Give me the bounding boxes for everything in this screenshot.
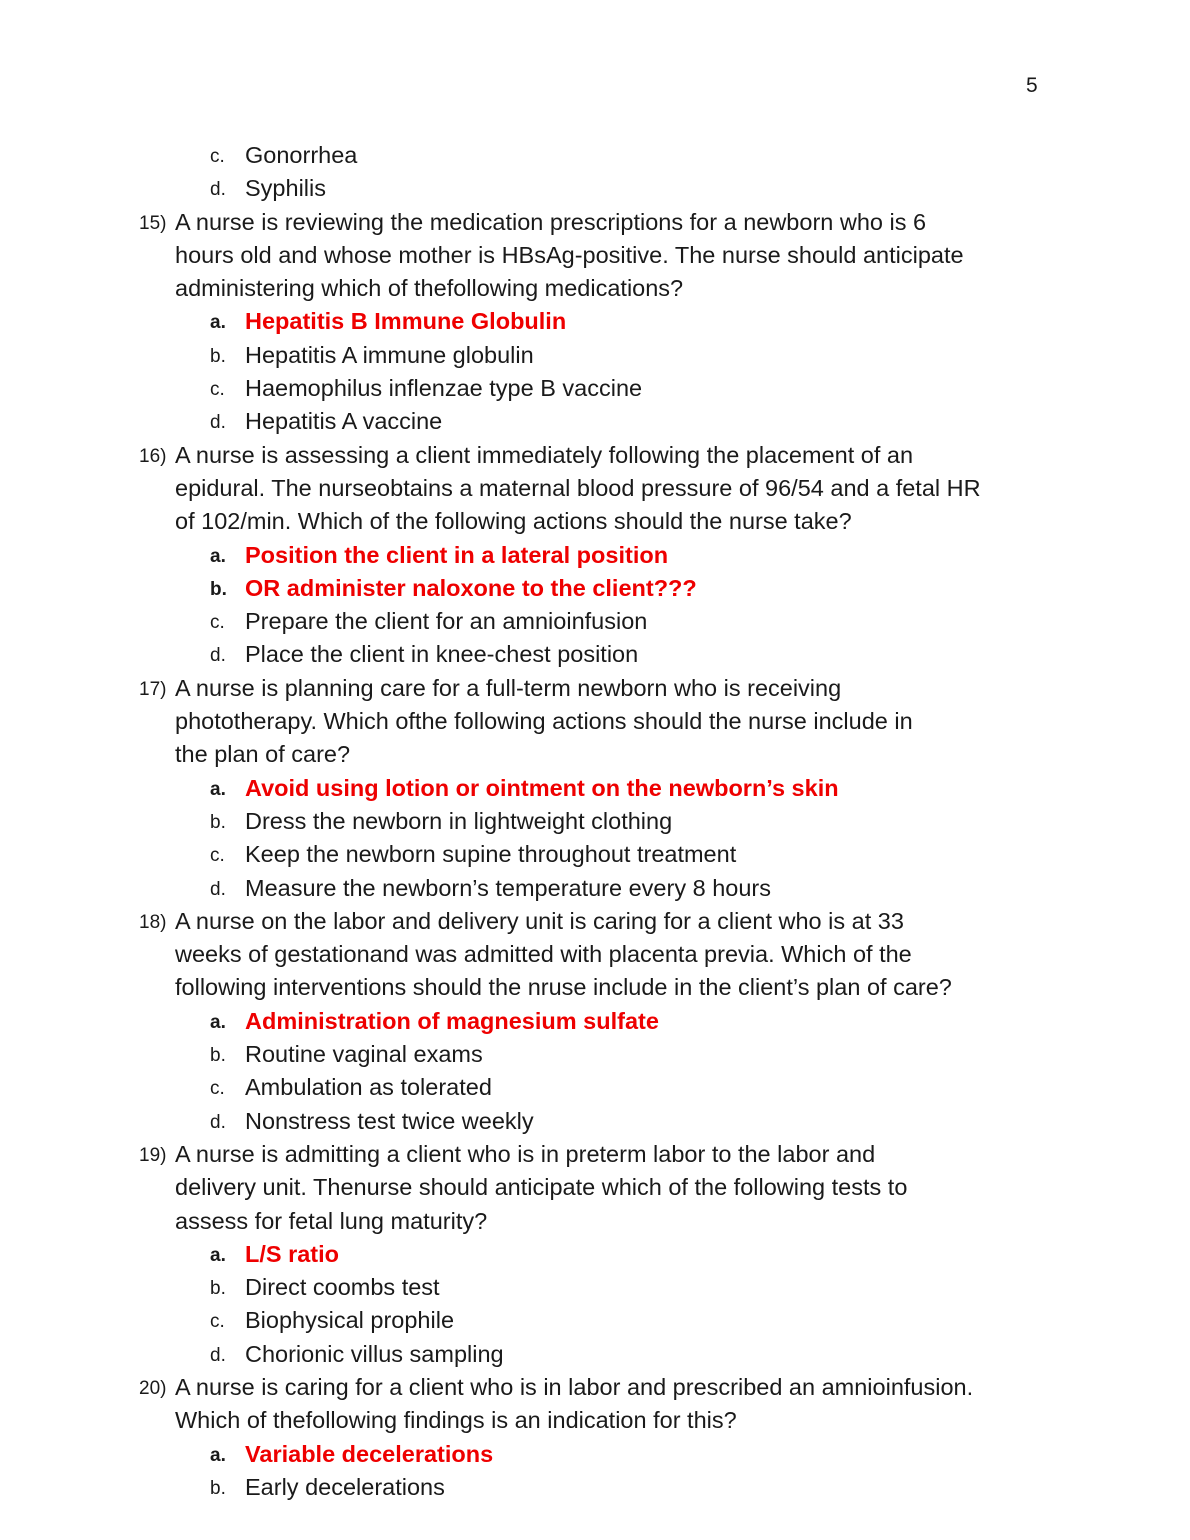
option-letter: d. xyxy=(210,1344,226,1366)
question-number: 18) xyxy=(139,911,167,933)
question-stem-line xyxy=(0,239,1190,272)
question-text: epidural. The nurseobtains a maternal blood pressure of 96/54 and a fetal HR xyxy=(175,474,981,501)
answer-option xyxy=(0,1271,1190,1304)
option-letter: b. xyxy=(210,578,227,600)
answer-option xyxy=(0,1105,1190,1138)
option-letter: b. xyxy=(210,345,226,367)
question-number: 16) xyxy=(139,445,167,467)
answer-option-correct xyxy=(0,1438,1190,1471)
question-block xyxy=(0,905,1190,1138)
question-text: delivery unit. Thenurse should anticipate which of the following tests to xyxy=(175,1174,908,1201)
answer-option xyxy=(0,1304,1190,1337)
answer-option-correct xyxy=(0,1005,1190,1038)
answer-option xyxy=(0,339,1190,372)
question-stem-line xyxy=(0,206,1190,239)
option-letter: a. xyxy=(210,1244,226,1266)
question-text: weeks of gestationand was admitted with placenta previa. Which of the xyxy=(175,941,912,968)
option-text: Variable decelerations xyxy=(245,1440,494,1467)
option-text: Dress the newborn in lightweight clothing xyxy=(245,807,673,834)
option-text: Biophysical prophile xyxy=(245,1307,455,1334)
option-letter: c. xyxy=(210,1311,225,1333)
option-letter: d. xyxy=(210,645,226,667)
question-block xyxy=(0,439,1190,672)
question-stem-line xyxy=(0,1371,1190,1404)
option-text: Avoid using lotion or ointment on the newborn’s skin xyxy=(245,774,839,801)
question-text: administering which of thefollowing medications? xyxy=(175,275,684,302)
option-text: Place the client in knee-chest position xyxy=(245,641,639,668)
answer-option xyxy=(0,1338,1190,1371)
question-number: 17) xyxy=(139,678,167,700)
question-text: phototherapy. Which ofthe following actions should the nurse include in xyxy=(175,708,913,735)
option-text: Ambulation as tolerated xyxy=(245,1074,492,1101)
option-letter: b. xyxy=(210,1278,226,1300)
question-stem-line xyxy=(0,505,1190,538)
option-letter: d. xyxy=(210,179,226,201)
question-text: A nurse is assessing a client immediately following the placement of an xyxy=(175,441,914,468)
question-stem-line xyxy=(0,472,1190,505)
answer-option xyxy=(0,405,1190,438)
question-text: Which of thefollowing findings is an indication for this? xyxy=(175,1407,737,1434)
option-letter: d. xyxy=(210,412,226,434)
answer-option xyxy=(0,372,1190,405)
answer-option xyxy=(0,872,1190,905)
question-stem-line xyxy=(0,272,1190,305)
option-letter: b. xyxy=(210,811,226,833)
answer-option-correct xyxy=(0,772,1190,805)
answer-option xyxy=(0,1038,1190,1071)
answer-option xyxy=(0,638,1190,671)
option-letter: c. xyxy=(210,1078,225,1100)
option-text: OR administer naloxone to the client??? xyxy=(245,574,697,601)
option-letter: d. xyxy=(210,878,226,900)
question-text: of 102/min. Which of the following actions should the nurse take? xyxy=(175,508,852,535)
option-text: Direct coombs test xyxy=(245,1274,440,1301)
answer-option xyxy=(0,805,1190,838)
question-stem-line xyxy=(0,938,1190,971)
answer-option xyxy=(0,1471,1190,1504)
question-block xyxy=(0,672,1190,905)
option-letter: c. xyxy=(210,612,225,634)
question-text: hours old and whose mother is HBsAg-positive. The nurse should anticipate xyxy=(175,241,964,268)
option-letter: a. xyxy=(210,545,226,567)
answer-option xyxy=(0,838,1190,871)
answer-option xyxy=(0,605,1190,638)
option-text: Hepatitis B Immune Globulin xyxy=(245,308,567,335)
answer-option-correct xyxy=(0,305,1190,338)
question-text: the plan of care? xyxy=(175,741,351,768)
question-text: A nurse is reviewing the medication prescriptions for a newborn who is 6 xyxy=(175,208,927,235)
option-text: Gonorrhea xyxy=(245,142,358,168)
option-text: Keep the newborn supine throughout treatment xyxy=(245,841,737,868)
option-text: Nonstress test twice weekly xyxy=(245,1107,534,1134)
question-number: 20) xyxy=(139,1377,167,1399)
question-text: A nurse is admitting a client who is in preterm labor to the labor and xyxy=(175,1140,876,1167)
question-block xyxy=(0,206,1190,439)
question-stem-line xyxy=(0,905,1190,938)
question-stem-line xyxy=(0,1404,1190,1437)
question-stem-line xyxy=(0,971,1190,1004)
option-text: Chorionic villus sampling xyxy=(245,1340,504,1367)
question-stem-line xyxy=(0,439,1190,472)
question-text: following interventions should the nruse include in the client’s plan of care? xyxy=(175,974,952,1001)
question-text: A nurse is caring for a client who is in labor and prescribed an amnioinfusion. xyxy=(175,1373,974,1400)
question-number: 15) xyxy=(139,212,167,234)
option-letter: d. xyxy=(210,1111,226,1133)
option-letter: a. xyxy=(210,1444,226,1466)
option-text: Position the client in a lateral position xyxy=(245,541,669,568)
answer-option-correct xyxy=(0,1238,1190,1271)
question-stem-line xyxy=(0,705,1190,738)
question-stem-line xyxy=(0,1138,1190,1171)
answer-option xyxy=(0,172,1190,205)
answer-option xyxy=(0,1071,1190,1104)
option-text: Administration of magnesium sulfate xyxy=(245,1007,659,1034)
answer-option xyxy=(0,139,1190,172)
option-letter: a. xyxy=(210,312,226,334)
option-text: Routine vaginal exams xyxy=(245,1041,483,1068)
option-letter: b. xyxy=(210,1477,226,1499)
answer-option-correct xyxy=(0,572,1190,605)
question-stem-line xyxy=(0,738,1190,771)
option-text: Prepare the client for an amnioinfusion xyxy=(245,608,648,635)
option-letter: c. xyxy=(210,146,225,167)
option-letter: a. xyxy=(210,778,226,800)
document-body xyxy=(0,139,1190,1504)
question-text: A nurse is planning care for a full-term newborn who is receiving xyxy=(175,674,842,701)
option-text: Syphilis xyxy=(245,175,326,202)
question-text: assess for fetal lung maturity? xyxy=(175,1207,488,1234)
option-text: L/S ratio xyxy=(245,1240,340,1267)
question-stem-line xyxy=(0,1171,1190,1204)
option-text: Haemophilus inflenzae type B vaccine xyxy=(245,375,643,402)
option-text: Hepatitis A vaccine xyxy=(245,408,443,435)
question-number: 19) xyxy=(139,1144,167,1166)
question-block xyxy=(0,1371,1190,1504)
option-text: Early decelerations xyxy=(245,1473,445,1500)
question-stem-line xyxy=(0,672,1190,705)
option-letter: c. xyxy=(210,845,225,867)
option-text: Hepatitis A immune globulin xyxy=(245,341,534,368)
question-block xyxy=(0,1138,1190,1371)
option-letter: b. xyxy=(210,1045,226,1067)
question-stem-line xyxy=(0,1205,1190,1238)
option-letter: c. xyxy=(210,379,225,401)
option-letter: a. xyxy=(210,1011,226,1033)
answer-option-correct xyxy=(0,539,1190,572)
page-number: 5 xyxy=(1026,74,1038,97)
question-text: A nurse on the labor and delivery unit is caring for a client who is at 33 xyxy=(175,907,904,934)
option-text: Measure the newborn’s temperature every 8 hours xyxy=(245,874,771,901)
